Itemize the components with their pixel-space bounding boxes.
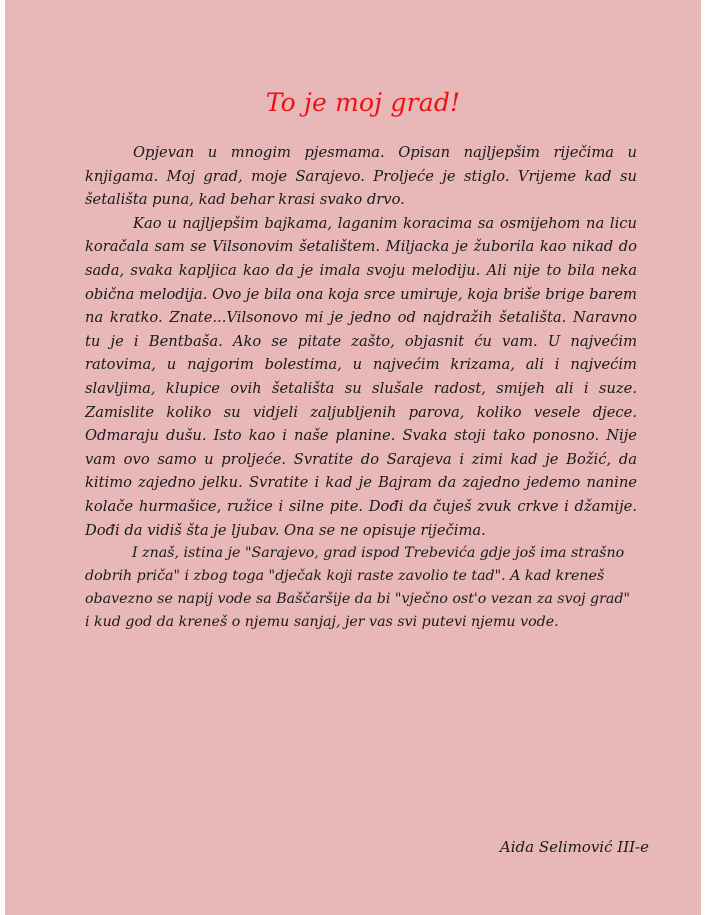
paragraph-1: Opjevan u mnogim pjesmama. Opisan najljepšim riječima u knjigama. Moj grad, moje Sarajevo. Proljeće je stiglo. Vrijeme kad su šetališta puna, kad behar krasi svako drvo. bbox=[85, 144, 637, 209]
author-signature: Aida Selimović III-e bbox=[499, 838, 649, 856]
page-title: To je moj grad! bbox=[265, 88, 461, 117]
paragraph-3: I znaš, istina je "Sarajevo, grad ispod Trebevića gdje još ima strašno dobrih priča" i zbog toga "dječak koji raste zavolio te tad". A kad kreneš obavezno se napij vode sa Baščaršije da bi "vječno ost'o vezan za svoj grad" i kud god da kreneš o njemu sanjaj, jer vas svi putevi njemu vode. bbox=[85, 545, 630, 631]
paragraph-2: Kao u najljepšim bajkama, laganim koracima sa osmijehom na licu koračala sam se Vilsonovim šetalištem. Miljacka je žuborila kao nikad do sada, svaka kapljica kao da je imala svoju melodiju. Ali nije to bila neka obična melodija. Ovo je bila ona koja srce umiruje, koja briše brige barem na kratko. Znate...Vilsonovo mi je jedno od najdražih šetališta. Naravno tu je i Bentbaša. Ako se pitate zašto, objasnit ću vam. U najvećim ratovima, u najgorim bolestima, u najvećim krizama, ali i najvećim slavljima, klupice ovih šetališta su slušale radost, smijeh ali i suze. Zamislite koliko su vidjeli zaljubljenih parova, koliko vesele djece. Odmaraju dušu. Isto kao i naše planine. Svaka stoji tako ponosno. Nije vam ovo samo u proljeće. Svratite do Sarajeva i zimi kad je Božić, da kitimo zajedno jelku. Svratite i kad je Bajram da zajedno jedemo nanine kolače hurmašice, ružice i silne pite. Dođi da čuješ zvuk crkve i džamije. Dođi da vidiš šta je ljubav. Ona se ne opisuje riječima. bbox=[85, 214, 637, 539]
essay-body bbox=[85, 141, 637, 634]
document-page bbox=[5, 0, 701, 915]
